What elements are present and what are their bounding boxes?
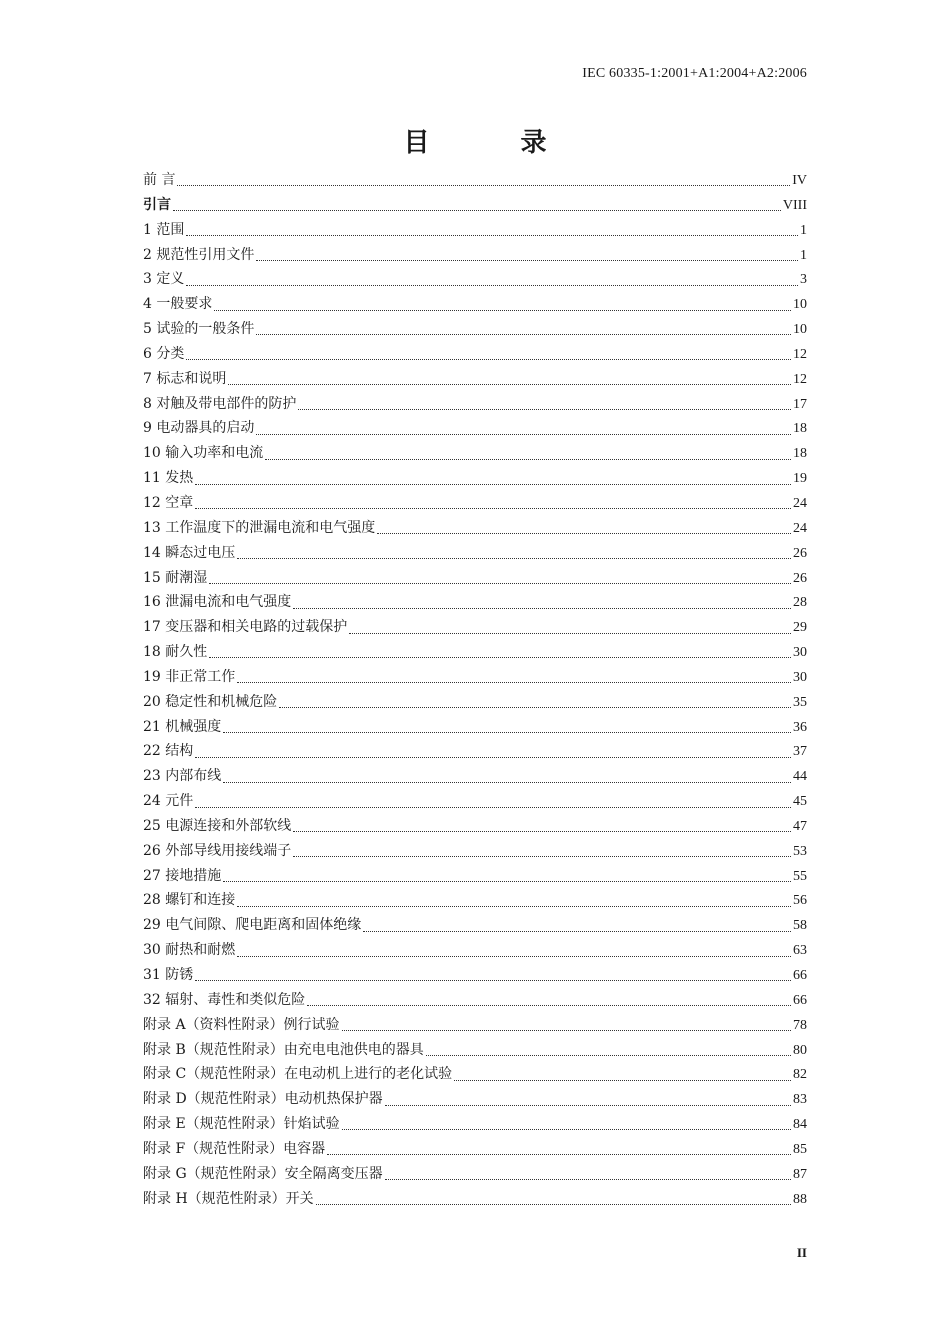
toc-dot-leader xyxy=(237,681,791,683)
toc-entry-label: 14 瞬态过电压 xyxy=(143,544,236,561)
toc-entry-label: 附录 D（规范性附录）电动机热保护器 xyxy=(143,1091,383,1108)
toc-dot-leader xyxy=(377,532,791,534)
toc-dot-leader xyxy=(316,1203,791,1205)
toc-dot-leader xyxy=(214,309,791,311)
toc-entry[interactable] xyxy=(143,1013,807,1038)
toc-entry-label: 15 耐潮湿 xyxy=(143,569,208,586)
toc-entry-page: 87 xyxy=(793,1166,807,1182)
toc-entry[interactable] xyxy=(143,839,807,864)
toc-dot-leader xyxy=(293,830,791,832)
toc-entry-page: 78 xyxy=(793,1017,807,1033)
toc-entry[interactable] xyxy=(143,715,807,740)
page-number: II xyxy=(796,1245,807,1260)
toc-entry-label: 29 电气间隙、爬电距离和固体绝缘 xyxy=(143,917,362,934)
toc-entry[interactable] xyxy=(143,739,807,764)
toc-dot-leader xyxy=(363,930,791,932)
toc-entry-page: 45 xyxy=(793,794,807,810)
toc-dot-leader xyxy=(279,706,791,708)
toc-entry-page: 88 xyxy=(793,1191,807,1207)
toc-entry-page: 83 xyxy=(793,1092,807,1108)
toc-entry[interactable] xyxy=(143,690,807,715)
toc-entry[interactable] xyxy=(143,218,807,243)
toc-entry-page: 84 xyxy=(793,1117,807,1133)
toc-entry[interactable] xyxy=(143,988,807,1013)
toc-entry-page: 10 xyxy=(793,297,807,313)
toc-entry-label: 5 试验的一般条件 xyxy=(143,321,255,338)
toc-entry[interactable] xyxy=(143,963,807,988)
toc-entry-label: 32 辐射、毒性和类似危险 xyxy=(143,991,306,1008)
toc-entry-page: 82 xyxy=(793,1067,807,1083)
toc-entry-label: 19 非正常工作 xyxy=(143,668,236,685)
toc-entry[interactable] xyxy=(143,1087,807,1112)
toc-entry-page: 53 xyxy=(793,843,807,859)
toc-entry-label: 13 工作温度下的泄漏电流和电气强度 xyxy=(143,519,376,536)
toc-dot-leader xyxy=(223,880,791,882)
toc-entry-label: 22 结构 xyxy=(143,743,194,760)
toc-entry-label: 18 耐久性 xyxy=(143,644,208,661)
toc-entry[interactable] xyxy=(143,615,807,640)
toc-entry-page: 12 xyxy=(793,371,807,387)
toc-entry[interactable] xyxy=(143,913,807,938)
toc-entry[interactable] xyxy=(143,764,807,789)
toc-entry[interactable] xyxy=(143,665,807,690)
toc-dot-leader xyxy=(195,483,791,485)
toc-dot-leader xyxy=(186,358,791,360)
toc-entry-label: 28 螺钉和连接 xyxy=(143,892,236,909)
toc-entry-page: 28 xyxy=(793,595,807,611)
toc-dot-leader xyxy=(342,1128,791,1130)
toc-entry[interactable] xyxy=(143,1038,807,1063)
toc-entry-label: 3 定义 xyxy=(143,271,185,288)
toc-dot-leader xyxy=(195,806,791,808)
toc-dot-leader xyxy=(237,557,791,559)
toc-entry-page: 36 xyxy=(793,719,807,735)
toc-entry-label: 17 变压器和相关电路的过载保护 xyxy=(143,619,348,636)
toc-dot-leader xyxy=(228,383,791,385)
toc-dot-leader xyxy=(327,1153,791,1155)
toc-entry-label: 24 元件 xyxy=(143,793,194,810)
toc-entry-label: 11 发热 xyxy=(143,470,194,487)
toc-entry-label: 9 电动器具的启动 xyxy=(143,420,255,437)
toc-entry-page: 10 xyxy=(793,322,807,338)
toc-entry-page: IV xyxy=(792,173,807,188)
toc-entry-label: 27 接地措施 xyxy=(143,867,222,884)
toc-entry-label: 附录 F（规范性附录）电容器 xyxy=(143,1140,326,1157)
toc-entry[interactable] xyxy=(143,516,807,541)
toc-dot-leader xyxy=(177,184,790,186)
toc-dot-leader xyxy=(298,408,791,410)
toc-entry[interactable] xyxy=(143,864,807,889)
toc-entry-label: 23 内部布线 xyxy=(143,768,222,785)
toc-entry-label: 6 分类 xyxy=(143,345,185,362)
toc-entry[interactable] xyxy=(143,193,807,218)
toc-dot-leader xyxy=(293,855,791,857)
toc-entry-label: 12 空章 xyxy=(143,494,194,511)
toc-entry-page: 19 xyxy=(793,471,807,487)
toc-entry[interactable] xyxy=(143,938,807,963)
toc-entry[interactable] xyxy=(143,640,807,665)
toc-dot-leader xyxy=(237,955,791,957)
toc-dot-leader xyxy=(256,259,798,261)
toc-entry-page: 37 xyxy=(793,744,807,760)
toc-entry-page: 1 xyxy=(800,247,807,263)
toc-entry-label: 25 电源连接和外部软线 xyxy=(143,817,292,834)
toc-entry-page: 63 xyxy=(793,943,807,959)
toc-entry-page: 18 xyxy=(793,446,807,462)
toc-entry-label: 引言 xyxy=(143,196,171,213)
toc-entry[interactable] xyxy=(143,541,807,566)
toc-entry-label: 4 一般要求 xyxy=(143,296,213,313)
toc-entry-page: 26 xyxy=(793,545,807,561)
toc-entry[interactable] xyxy=(143,342,807,367)
toc-entry-label: 前 言 xyxy=(143,172,176,188)
toc-entry-page: 35 xyxy=(793,694,807,710)
toc-entry[interactable] xyxy=(143,590,807,615)
toc-entry[interactable] xyxy=(143,888,807,913)
toc-entry-label: 附录 A（资料性附录）例行试验 xyxy=(143,1016,340,1033)
toc-dot-leader xyxy=(209,656,791,658)
toc-entry[interactable] xyxy=(143,1162,807,1187)
toc-entry-label: 附录 B（规范性附录）由充电电池供电的器具 xyxy=(143,1041,424,1058)
toc-entry[interactable] xyxy=(143,416,807,441)
toc-dot-leader xyxy=(237,905,791,907)
toc-entry-page: 24 xyxy=(793,495,807,511)
toc-entry[interactable] xyxy=(143,1112,807,1137)
toc-entry-page: 56 xyxy=(793,893,807,909)
toc-entry-label: 2 规范性引用文件 xyxy=(143,246,255,263)
toc-dot-leader xyxy=(195,979,791,981)
toc-entry-page: VIII xyxy=(782,197,807,213)
standard-number: IEC 60335-1:2001+A1:2004+A2:2006 xyxy=(582,66,807,81)
toc-entry[interactable] xyxy=(143,1187,807,1212)
toc-entry-page: 66 xyxy=(793,992,807,1008)
toc-entry[interactable] xyxy=(143,392,807,417)
toc-entry-page: 30 xyxy=(793,645,807,661)
toc-dot-leader xyxy=(293,607,791,609)
toc-entry[interactable] xyxy=(143,168,807,193)
toc-entry-page: 55 xyxy=(793,868,807,884)
toc-entry-label: 附录 G（规范性附录）安全隔离变压器 xyxy=(143,1165,383,1182)
toc-dot-leader xyxy=(195,507,791,509)
toc-entry-page: 12 xyxy=(793,346,807,362)
toc-entry-page: 80 xyxy=(793,1042,807,1058)
toc-entry-label: 1 范围 xyxy=(143,221,185,238)
toc-entry-page: 44 xyxy=(793,769,807,785)
toc-entry-label: 16 泄漏电流和电气强度 xyxy=(143,594,292,611)
toc-dot-leader xyxy=(195,756,791,758)
toc-entry-page: 29 xyxy=(793,620,807,636)
toc-dot-leader xyxy=(173,209,781,211)
toc-dot-leader xyxy=(385,1178,791,1180)
toc-dot-leader xyxy=(256,433,791,435)
toc-entry[interactable] xyxy=(143,267,807,292)
toc-entry-page: 18 xyxy=(793,421,807,437)
toc-dot-leader xyxy=(349,632,791,634)
toc-dot-leader xyxy=(342,1029,791,1031)
toc-entry-page: 85 xyxy=(793,1141,807,1157)
toc-entry-page: 30 xyxy=(793,669,807,685)
toc-entry-label: 10 输入功率和电流 xyxy=(143,445,264,462)
toc-dot-leader xyxy=(256,333,791,335)
toc-entry-page: 66 xyxy=(793,968,807,983)
toc-entry[interactable] xyxy=(143,466,807,491)
page-title: 目 录 xyxy=(403,128,573,158)
toc-entry-page: 3 xyxy=(800,272,807,288)
toc-dot-leader xyxy=(186,284,798,286)
toc-entry[interactable] xyxy=(143,1137,807,1162)
toc-dot-leader xyxy=(385,1104,791,1106)
toc-entry-label: 31 防锈 xyxy=(143,967,194,983)
toc-entry[interactable] xyxy=(143,1062,807,1087)
toc-entry[interactable] xyxy=(143,317,807,342)
toc-entry-label: 7 标志和说明 xyxy=(143,370,227,387)
toc-entry[interactable] xyxy=(143,814,807,839)
toc-entry-label: 附录 C（规范性附录）在电动机上进行的老化试验 xyxy=(143,1066,453,1083)
toc-entry-page: 47 xyxy=(793,818,807,834)
toc-entry-page: 1 xyxy=(800,222,807,238)
toc-entry-label: 26 外部导线用接线端子 xyxy=(143,842,292,859)
toc-entry-page: 58 xyxy=(793,918,807,934)
toc-entry-page: 17 xyxy=(793,396,807,412)
toc-dot-leader xyxy=(223,731,791,733)
toc-entry[interactable] xyxy=(143,789,807,814)
toc-entry[interactable] xyxy=(143,441,807,466)
toc-entry[interactable] xyxy=(143,491,807,516)
toc-entry[interactable] xyxy=(143,243,807,268)
toc-entry-page: 24 xyxy=(793,520,807,536)
table-of-contents xyxy=(143,168,807,1211)
toc-entry-label: 20 稳定性和机械危险 xyxy=(143,693,278,710)
toc-entry-label: 附录 E（规范性附录）针焰试验 xyxy=(143,1116,340,1133)
toc-dot-leader xyxy=(186,234,798,236)
toc-entry-label: 8 对触及带电部件的防护 xyxy=(143,395,297,412)
toc-entry-label: 21 机械强度 xyxy=(143,718,222,735)
toc-dot-leader xyxy=(265,458,791,460)
toc-entry[interactable] xyxy=(143,367,807,392)
toc-dot-leader xyxy=(426,1054,791,1056)
toc-dot-leader xyxy=(307,1004,791,1006)
toc-dot-leader xyxy=(454,1079,791,1081)
toc-entry-label: 30 耐热和耐燃 xyxy=(143,942,236,959)
toc-entry-page: 26 xyxy=(793,570,807,586)
toc-entry[interactable] xyxy=(143,566,807,591)
toc-dot-leader xyxy=(223,781,791,783)
toc-entry-label: 附录 H（规范性附录）开关 xyxy=(143,1190,314,1207)
toc-dot-leader xyxy=(209,582,791,584)
toc-entry[interactable] xyxy=(143,292,807,317)
